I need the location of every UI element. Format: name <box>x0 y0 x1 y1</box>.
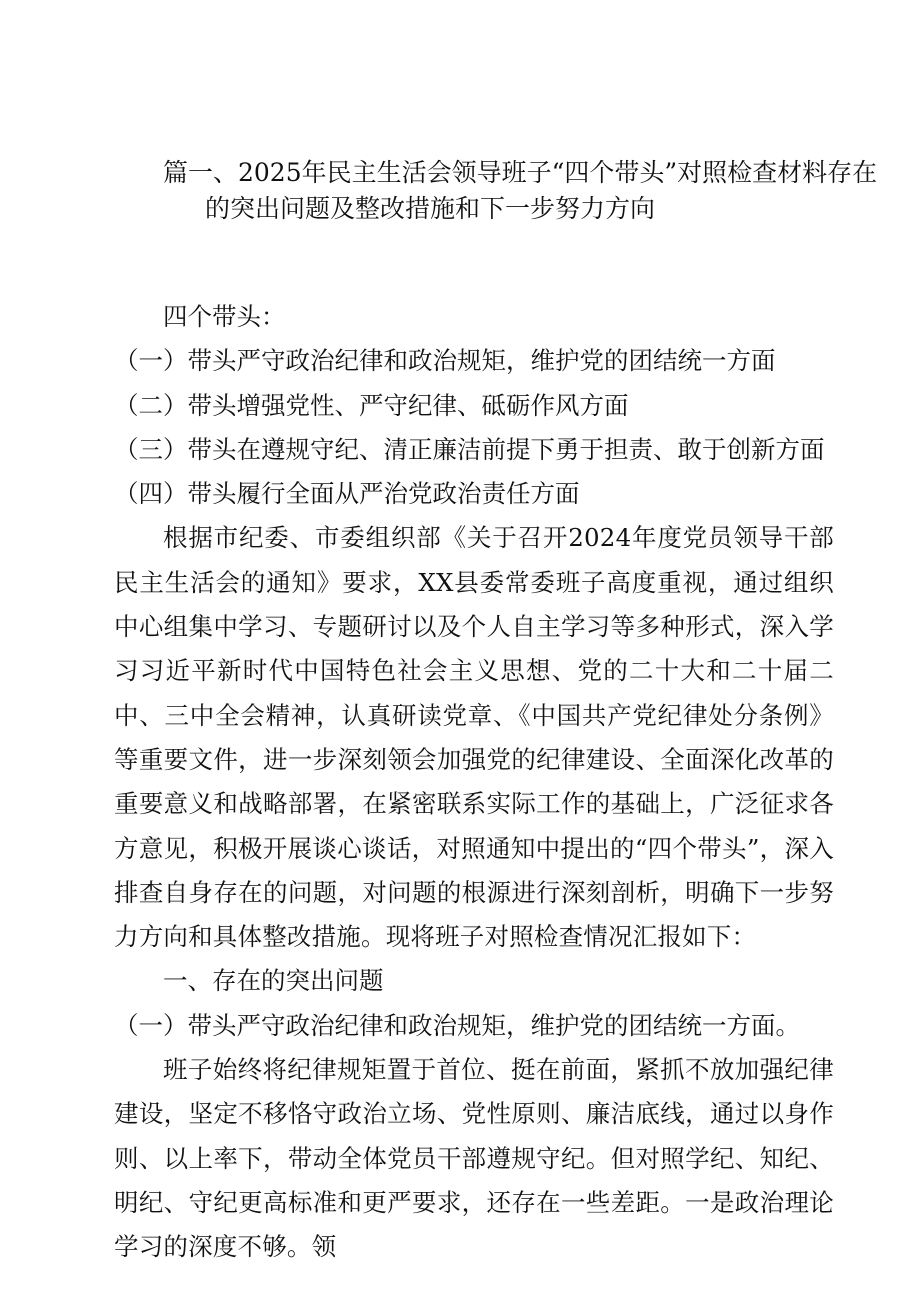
list-item: （三）带头在遵规守纪、清正廉洁前提下勇于担责、敢于创新方面 <box>114 434 825 464</box>
intro-paragraph: 根据市纪委、市委组织部《关于召开2024年度党员领导干部民主生活会的通知》要求，XX县委常委班子高度重视，通过组织中心组集中学习、专题研讨以及个人自主学习等多种形式，深入学习习近平新时代中国特色社会主义思想、党的二十大和二十届二中、三中全会精神，认真研读党章、《中国共产党纪律处分条例》等重要文件，进一步深刻领会加强党的纪律建设、全面深化改革的重要意义和战略部署，在紧密联系实际工作的基础上，广泛征求各方意见，积极开展谈心谈话，对照通知中提出的“四个带头”，深入排查自身存在的问题，对问题的根源进行深刻剖析，明确下一步努力方向和具体整改措施。现将班子对照检查情况汇报如下： <box>114 523 834 952</box>
title-line-1: 篇一、2025年民主生活会领导班子“四个带头”对照检查材料存在 <box>163 158 878 187</box>
list-item: （四）带头履行全面从严治党政治责任方面 <box>114 479 580 509</box>
list-item: （一）带头严守政治纪律和政治规矩，维护党的团结统一方面 <box>114 346 776 376</box>
subsection-heading: （一）带头严守政治纪律和政治规矩，维护党的团结统一方面。 <box>114 1010 800 1040</box>
four-leads-heading: 四个带头： <box>163 302 286 331</box>
document-body <box>114 295 834 1270</box>
document-title <box>163 155 878 227</box>
section-paragraph: 班子始终将纪律规矩置于首位、挺在前面，紧抓不放加强纪律建设，坚定不移恪守政治立场、党性原则、廉洁底线，通过以身作则、以上率下，带动全体党员干部遵规守纪。但对照学纪、知纪、明纪、守纪更高标准和更严要求，还存在一些差距。一是政治理论学习的深度不够。领 <box>114 1055 834 1262</box>
title-line-2: 的突出问题及整改措施和下一步努力方向 <box>205 194 656 223</box>
list-item: （二）带头增强党性、严守纪律、砥砺作风方面 <box>114 390 629 420</box>
section-heading: 一、存在的突出问题 <box>163 966 384 996</box>
